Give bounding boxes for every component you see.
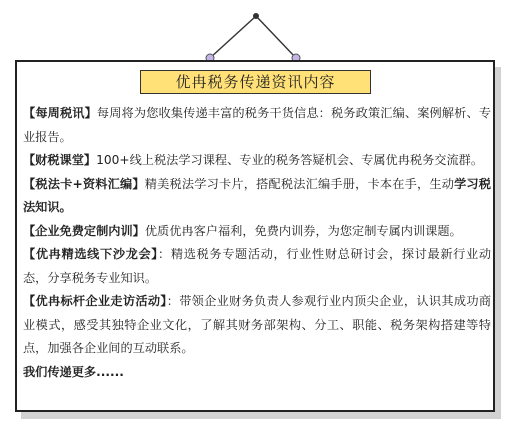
item-text: ：带领企业财务负责人参观行业内顶尖企业，认识其成功商业模式，感受其独特企业文化，了解其财务部架构、分工、职能、税务架构搭建等特点，加强各企业间的互动联系。 (23, 294, 492, 355)
item-label: 【优冉标杆企业走访活动】 (23, 294, 167, 308)
hook-point-icon (253, 13, 259, 19)
list-item (23, 290, 491, 361)
item-text: 每周将为您收集传递丰富的税务干货信息：税务政策汇编、案例解析、专业报告。 (23, 106, 492, 144)
list-item (23, 220, 491, 244)
list-item (23, 173, 491, 220)
list-item (23, 243, 491, 290)
item-text: 100+线上税法学习课程、专业的税务答疑机会、专属优冉税务交流群。 (96, 153, 484, 167)
footer-line (23, 361, 491, 385)
board-title: 优冉税务传递资讯内容 (140, 70, 371, 94)
item-label: 【税法卡+资料汇编】 (23, 176, 145, 191)
string-right (256, 16, 296, 58)
footer-text: 我们传递更多...... (23, 364, 124, 379)
item-label: 【优冉精选线下沙龙会】 (23, 247, 159, 261)
item-text: 优质优冉客户福利，免费内训券，为您定制专属内训课题。 (144, 223, 462, 238)
content-board (15, 60, 495, 412)
item-text: ：精选税务专题活动，行业性财总研讨会，探讨最新行业动态，分享税务专业知识。 (23, 247, 492, 285)
list-item (23, 149, 491, 173)
item-label: 【财税课堂】 (23, 153, 97, 167)
item-extra: 学习税法知识。 (23, 176, 491, 214)
item-label: 【每周税讯】 (23, 106, 97, 120)
item-text: 精美税法学习卡片，搭配税法汇编手册，卡本在手，生动 (144, 176, 455, 191)
list-item (23, 102, 491, 149)
item-label: 【企业免费定制内训】 (23, 223, 145, 238)
content-list (23, 102, 491, 384)
string-left (210, 16, 256, 58)
